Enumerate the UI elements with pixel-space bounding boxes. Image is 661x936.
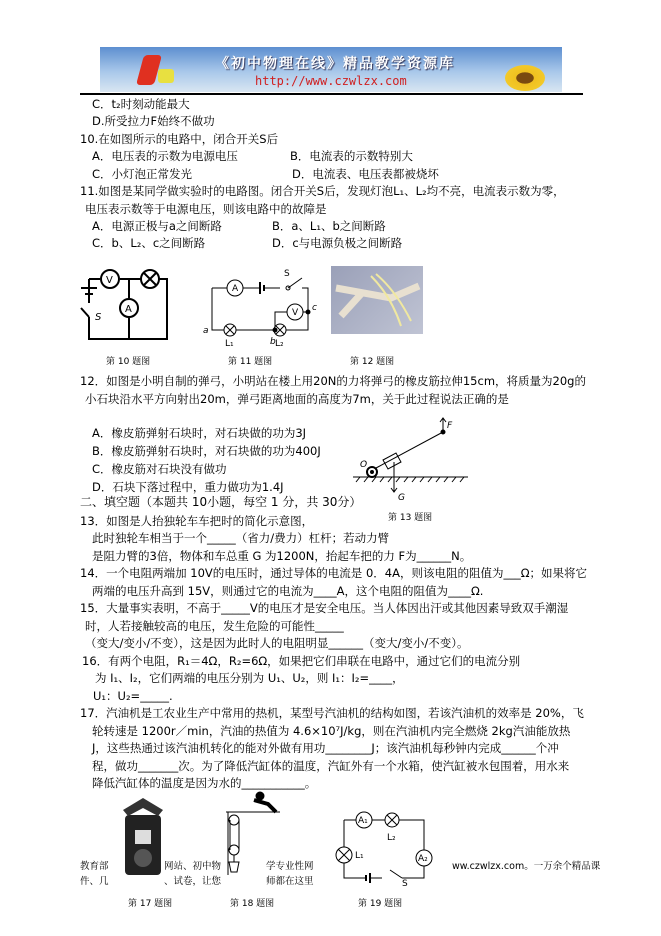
caption-figure-18: 第 18 题图	[230, 899, 275, 909]
q15-stem: 15．大量事实表明，不高于_____V的电压才是安全电压。当人体因出汗或其他因素导致双手潮湿	[80, 601, 569, 615]
figure-13-wheelbarrow	[348, 420, 473, 505]
q12-stem: 12．如图是小明自制的弹弓，小明站在楼上用20N的力将弹弓的橡皮筋拉伸15cm，将质量为20g的	[80, 374, 586, 388]
figure-10-circuit	[75, 268, 165, 340]
q17-stem-5: 降低汽缸体的温度是因为水的___________。	[92, 776, 317, 790]
q16-stem-2: 为 I₁、I₂，它们两端的电压分别为 U₁、U₂，则 I₁：I₂=____，	[95, 671, 404, 685]
switch-label: S	[95, 312, 102, 323]
lamp-l1-label: L₁	[225, 339, 234, 349]
caption-figure-10: 第 10 题图	[106, 357, 151, 367]
watermark-text: 教育部	[80, 861, 109, 872]
q12-option-c: C．橡皮筋对石块没有做功	[92, 462, 227, 476]
q15-stem-3: （变大/变小/不变），这是因为此时人的电阻明显______（变大/变小/不变）。	[85, 636, 469, 650]
banner-title: 《初中物理在线》精品教学资源库	[215, 56, 455, 72]
q16-stem: 16．有两个电阻，R₁＝4Ω，R₂=6Ω，如果把它们串联在电路中，通过它们的电流分别	[82, 654, 521, 668]
gravity-g-label: G	[398, 493, 405, 503]
ammeter-a2-label: A₂	[418, 854, 428, 864]
ammeter-a1-label: A₁	[358, 816, 368, 826]
q17-stem: 17．汽油机是工农业生产中常用的热机，某型号汽油机的结构如图，若该汽油机的效率是 20%，飞	[80, 706, 584, 720]
q12-option-d: D．石块下落过程中，重力做功为1.4J	[92, 480, 284, 494]
caption-figure-12: 第 12 题图	[350, 357, 395, 367]
q13-stem: 13．如图是人抬独轮车车把时的简化示意图，	[80, 514, 314, 528]
q12-option-b: B．橡皮筋弹射石块时，对石块做的功为400J	[92, 444, 321, 458]
switch-label: S	[402, 879, 408, 889]
node-a-label: a	[203, 326, 209, 336]
q10-option-a: A．电压表的示数为电源电压	[92, 149, 238, 163]
q17-stem-4: 程，做功_______次。为了降低汽缸体的温度，汽缸外有一个水箱，使汽缸被水包围着，用水来	[92, 759, 570, 773]
slingshot-photo	[331, 266, 423, 334]
q11-option-d: D．c与电源负极之间断路	[272, 236, 403, 250]
lamp-l2-label: L₂	[387, 833, 396, 843]
watermark-text: 件、几	[80, 876, 109, 887]
q12-option-a: A．橡皮筋弹射石块时，对石块做的功为3J	[92, 426, 307, 440]
figure-17-engine	[118, 790, 168, 880]
figure-11-circuit	[200, 266, 325, 349]
q17-stem-2: 轮转速是 1200r／min，汽油的热值为 4.6×10⁷J/kg，则在汽油机内完全燃烧 2kg汽油能放热	[92, 724, 571, 738]
q11-option-a: A．电源正极与a之间断路	[92, 219, 222, 233]
q16-stem-3: U₁：U₂=_____.	[93, 689, 173, 703]
switch-label: S	[284, 269, 290, 279]
q10-option-c: C．小灯泡正常发光	[92, 167, 193, 181]
voltmeter-label: V	[106, 275, 113, 286]
q12-stem-2: 小石块沿水平方向射出20m，弹弓距离地面的高度为7m，关于此过程说法正确的是	[85, 392, 509, 406]
q11-option-c: C．b、L₂、c之间断路	[92, 236, 206, 250]
figure-19-circuit	[330, 808, 450, 889]
lamp-l1-label: L₁	[355, 851, 364, 861]
q15-stem-2: 时，人若接触较高的电压，发生危险的可能性_____	[85, 619, 344, 633]
q11-option-b: B．a、L₁、b之间断路	[272, 219, 386, 233]
q9-option-d: D.所受拉力F始终不做功	[92, 114, 215, 128]
header-banner	[100, 47, 562, 92]
caption-figure-17: 第 17 题图	[128, 899, 173, 909]
lamp-l2-label: L₂	[275, 339, 284, 349]
logo-accent-icon	[158, 69, 174, 83]
q13-stem-2: 此时独轮车相当于一个_____（省力/费力）杠杆；若动力臂	[92, 531, 390, 545]
ammeter-label: A	[125, 304, 132, 315]
caption-figure-19: 第 19 题图	[358, 899, 403, 909]
q10-option-d: D．电流表、电压表都被烧坏	[292, 167, 439, 181]
voltmeter-label: V	[292, 308, 299, 318]
q14-stem-2: 两端的电压升高到 15V，则通过它的电流为____A，这个电阻的阻值为____Ω.	[92, 584, 484, 598]
q13-stem-3: 是阻力臂的3倍，物体和车总重 G 为1200N，抬起车把的力 F为______N。	[92, 549, 472, 563]
node-b-label: b	[270, 337, 276, 347]
q10-option-b: B．电流表的示数特别大	[290, 149, 413, 163]
watermark-text: 师都在这里	[266, 876, 314, 887]
sunflower-icon	[505, 65, 545, 91]
q11-stem-2: 电压表示数等于电源电压，则该电路中的故障是	[85, 202, 327, 216]
q10-stem: 10.在如图所示的电路中，闭合开关S后	[80, 132, 279, 146]
q11-stem: 11.如图是某同学做实验时的电路图。闭合开关S后，发现灯泡L₁、L₂均不亮，电流表示数为零，	[80, 184, 565, 198]
ammeter-label: A	[232, 284, 239, 294]
pivot-o-label: O	[360, 460, 368, 470]
watermark-text: 、试卷，让您	[164, 876, 222, 887]
caption-figure-13: 第 13 题图	[388, 513, 433, 523]
banner-url: http://www.czwlzx.com	[255, 74, 407, 88]
node-c-label: c	[312, 303, 317, 313]
watermark-text: 学专业性网	[266, 861, 314, 872]
q14-stem: 14．一个电阻两端加 10V的电压时，通过导体的电流是 0．4A，则该电阻的阻值为___Ω；如果将它	[80, 566, 587, 580]
caption-figure-11: 第 11 题图	[228, 357, 273, 367]
watermark-text: 网站、初中物	[164, 861, 222, 872]
q9-option-c: C．t₂时刻动能最大	[92, 97, 190, 111]
watermark-text: ww.czwlzx.com。一万余个精品课	[452, 861, 601, 872]
force-f-label: F	[447, 421, 453, 431]
q17-stem-3: J，这些热通过该汽油机转化的能对外做有用功________J；该汽油机每秒钟内完成______个冲	[92, 741, 559, 755]
section-2-heading: 二、填空题（本题共 10小题，每空 1 分，共 30分）	[80, 495, 362, 509]
header-rule	[80, 93, 583, 95]
